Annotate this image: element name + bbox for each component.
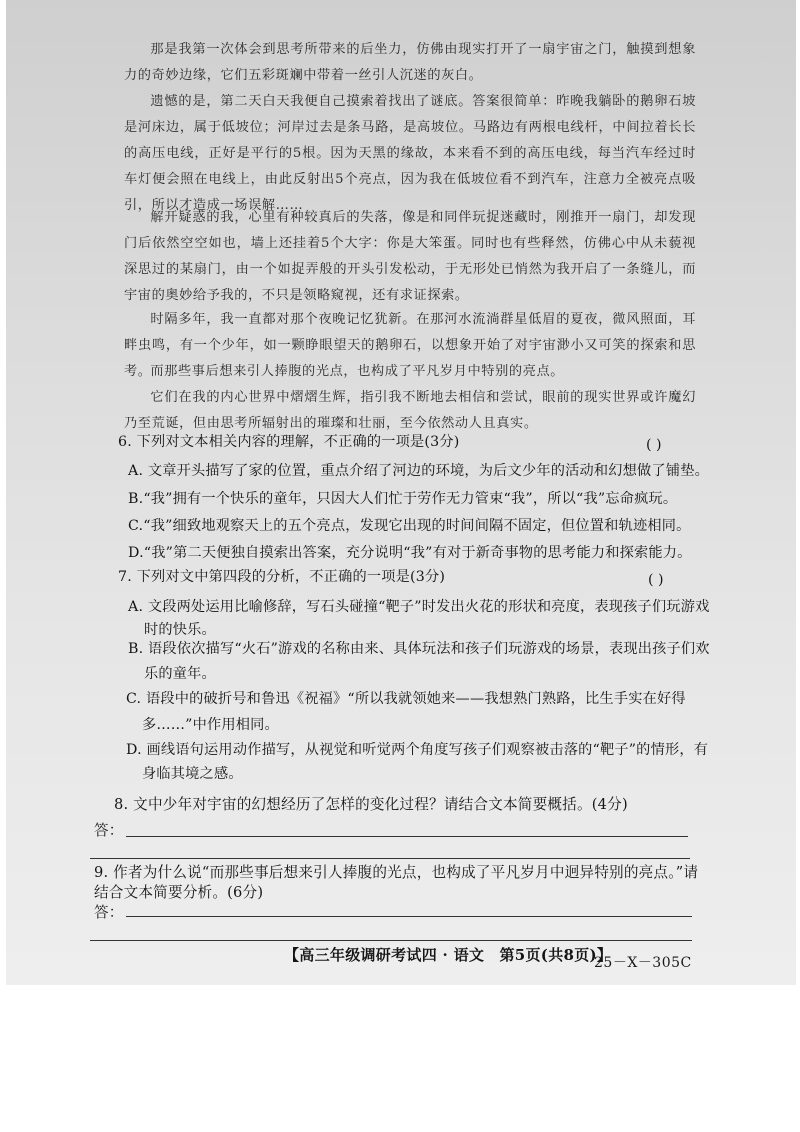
question-6-answer-bracket[interactable]: ( ) — [646, 437, 662, 453]
blank-margin — [0, 985, 800, 1132]
question-7-option-a[interactable]: A. 文段两处运用比喻修辞，写石头碰撞“靶子”时发出火花的形状和亮度，表现孩子们玩游戏 — [128, 599, 710, 615]
passage-paragraph-1: 那是我第一次体会到思考所带来的后坐力，仿佛由现实打开了一扇宇宙之门，触摸到想象力的奇妙边缘，它们五彩斑斓中带着一丝引人沉迷的灰白。 — [124, 42, 696, 83]
question-9-stem-cont: 结合文本简要分析。(6分) — [94, 884, 264, 901]
passage-paragraph-4: 时隔多年，我一直都对那个夜晚记忆犹新。在那河水流淌群星低眉的夏夜，微风照面，耳畔虫鸣，有一个少年，如一颗睁眼望天的鹅卵石，以想象开始了对宇宙渺小又可笑的探索和思考。 — [124, 312, 696, 379]
question-6-option-c[interactable]: C.“我”细致地观察天上的五个亮点，发现它出现的时间间隔不固定，但位置和轨迹相同。 — [128, 518, 691, 534]
question-7-answer-bracket[interactable]: ( ) — [648, 572, 664, 588]
question-8-stem: 8. 文中少年对宇宙的幻想经历了怎样的变化过程？请结合文本简要概括。(4分) — [114, 796, 628, 813]
question-9-answer-line[interactable] — [126, 916, 692, 917]
page-footer: 【高三年级调研考试四 · 语文 第5页(共8页)】 — [284, 946, 613, 964]
question-6-option-d[interactable]: D.“我”第二天便独自摸索出答案，充分说明“我”有对于新奇事物的思考能力和探索能力。 — [128, 545, 692, 561]
exam-page — [6, 0, 796, 985]
question-8-answer-line-2[interactable] — [90, 858, 690, 859]
question-9-stem: 9. 作者为什么说“而那些事后想来引人捧腹的光点，也构成了平凡岁月中迥异特别的亮点。”请 — [94, 864, 699, 881]
question-6-option-a[interactable]: A. 文章开头描写了家的位置，重点介绍了河边的环境，为后文少年的活动和幻想做了铺垫。 — [128, 463, 709, 479]
question-7-option-d[interactable]: D. 画线语句运用动作描写，从视觉和听觉两个角度写孩子们观察被击落的“靶子”的情形，有 — [126, 742, 709, 758]
passage-paragraph-3: 解开疑惑的我，心里有种较真后的失落，像是和同伴玩捉迷藏时，刚推开一扇门，却发现门后依然空空如也，墙上还挂着5个大字：你是大笨蛋。同时也有些释然，仿佛心中从未藐视深思过的某扇门，由一个如捉弄般的开头引发松动，于无形处已悄然为我开启了一条缝儿，而宇宙的奥妙给予我的，不只是领略窥视，还有求证探索。 — [124, 210, 696, 303]
passage-paragraph-5: 而那些事后想来引人捧腹的光点，也构成了平凡岁月中特别的亮点。 — [150, 364, 565, 379]
question-8-answer-label: 答： — [94, 822, 124, 839]
question-7-option-d-cont: 身临其境之感。 — [142, 766, 243, 782]
question-7-option-a-cont: 时的快乐。 — [144, 622, 216, 638]
question-7-stem: 7. 下列对文中第四段的分析，不正确的一项是(3分) — [118, 569, 446, 585]
question-8-answer-line[interactable] — [126, 836, 688, 837]
question-9-answer-line-2[interactable] — [90, 940, 692, 941]
passage-paragraph-6: 它们在我的内心世界中熠熠生辉，指引我不断地去相信和尝试，眼前的现实世界或许魔幻乃至荒诞，但由思考所辐射出的璀璨和壮丽，至今依然动人且真实。 — [124, 390, 696, 431]
question-7-option-c-cont: 多……”中作用相同。 — [142, 717, 279, 733]
question-7-option-b-cont: 乐的童年。 — [144, 666, 216, 682]
question-9-answer-label: 答： — [94, 904, 124, 921]
question-6-option-b[interactable]: B.“我”拥有一个快乐的童年，只因大人们忙于劳作无力管束“我”，所以“我”忘命疯玩。 — [128, 491, 678, 507]
question-7-option-b[interactable]: B. 语段依次描写“火石”游戏的名称由来、具体玩法和孩子们玩游戏的场景，表现出孩子们欢 — [128, 641, 710, 657]
question-6-stem: 6. 下列对文本相关内容的理解，不正确的一项是(3分) — [118, 434, 460, 450]
passage-paragraph-2: 遗憾的是，第二天白天我便自己摸索着找出了谜底。答案很简单：昨晚我躺卧的鹅卵石坡是河床边，属于低坡位；河岸过去是条马路，是高坡位。马路边有两根电线杆，中间拉着长长的高压电线，正好是平行的5根。因为天黑的缘故，本来看不到的高压电线，每当汽车经过时车灯便会照在电线上，由此反射出5个亮点，因为我在低坡位看不到汽车，注意力全被亮点吸引，所以才造成一场误解…… — [124, 94, 696, 213]
exam-code: 25－X－305C — [594, 955, 692, 971]
question-7-option-c[interactable]: C. 语段中的破折号和鲁迅《祝福》“所以我就领她来——我想熟门熟路，比生手实在好得 — [126, 691, 686, 707]
